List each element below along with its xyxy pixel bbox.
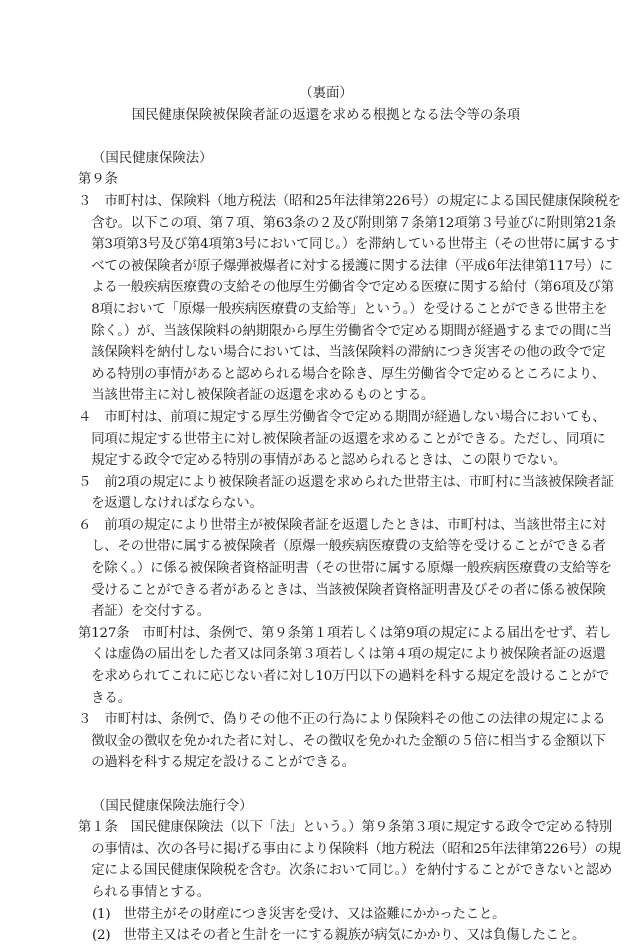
paragraph-line: ３ 市町村は、保険料（地方税法（昭和25年法律第226号）の規定による国民健康保険税を [78, 193, 621, 209]
paragraph-line: られる事情とする。 [78, 884, 210, 900]
article-9-heading [78, 169, 574, 191]
section-enforcement-order [78, 796, 621, 947]
order-article-1 [78, 817, 621, 903]
paragraph-line: 第９条 [78, 172, 118, 188]
article-127 [78, 623, 612, 709]
paragraph-line: 8項において「原爆一般疾病医療費の支給等」という。）を受けることができる世帯主を [78, 301, 608, 317]
paragraph-line: 受けることができる者があるときは、当該被保険者資格証明書及びその者に係る被保険 [78, 582, 606, 598]
article-9-paragraph-5 [78, 472, 614, 515]
paragraph-line: 第１条 国民健康保険法（以下「法」という。）第９条第３項に規定する政令で定める特別 [78, 820, 613, 836]
paragraph-line: ３ 市町村は、条例で、偽りその他不正の行為により保険料その他この法律の規定による [78, 712, 606, 728]
paragraph-line: める特別の事情があると認められる場合を除き、厚生労働省令で定めるところにより、 [78, 366, 606, 382]
paragraph-line: ６ 前項の規定により世帯主が被保険者証を返還したときは、市町村は、当該世帯主に対 [78, 517, 606, 533]
paragraph-line: よる一般疾病医療費の支給その他厚生労働省令で定める医療に関する給付（第6項及び第 [78, 280, 614, 296]
paragraph-line: べての被保険者が原子爆弾被爆者に対する援護に関する法律（平成6年法律第117号）に [78, 258, 613, 274]
paragraph-line: 第127条 市町村は、条例で、第９条第１項若しくは第9項の規定による届出をせず、若し [78, 625, 612, 641]
paragraph-line: 当該世帯主に対し被保険者証の返還を求めるものとする。 [78, 388, 435, 404]
document-title: 国民健康保険被保険者証の返還を求める根拠となる法令等の条項 [131, 107, 521, 123]
paragraph-line: ４ 市町村は、前項に規定する厚生労働省令で定める期間が経過しない場合においても、 [78, 409, 606, 425]
paragraph-line: 徴収金の徴収を免かれた者に対し、その徴収を免かれた金額の５倍に相当する金額以下 [78, 733, 606, 749]
article-9-paragraph-4 [78, 407, 606, 472]
paragraph-line: 第3項第3号及び第4項第3号において同じ。）を滞納している世帯主（その世帯に属するす [78, 237, 620, 253]
paragraph-line: くは虚偽の届出をした者又は同条第３項若しくは第４項の規定により被保険者証の返還 [78, 647, 606, 663]
article-127-paragraph-3 [78, 709, 606, 774]
list-item: (2) 世帯主又はその者と生計を一にする親族が病気にかかり、又は負傷したこと。 [92, 928, 586, 944]
paragraph-line: を除く。）に係る被保険者資格証明書（その世帯に属する原爆一般疾病医療費の支給等を [78, 561, 612, 577]
paragraph-line: きる。 [78, 690, 131, 706]
paragraph-line: 含む。以下この項、第７項、第63条の２及び附則第７条第12項第３号並びに附則第21条 [78, 215, 616, 231]
article-9-paragraph-3 [78, 191, 621, 407]
list-item: (1) 世帯主がその財産につき災害を受け、又は盗難にかかったこと。 [92, 906, 506, 922]
paragraph-line: の事情は、次の各号に掲げる事由により保険料（地方税法（昭和25年法律第226号）の規 [78, 841, 621, 857]
paragraph-line: 者証）を交付する。 [78, 604, 210, 620]
paragraph-line: 除く。）が、当該保険料の納期限から厚生労働省令で定める期間が経過するまでの間に当 [78, 323, 612, 339]
paragraph-line: ５ 前2項の規定により被保険者証の返還を求められた世帯主は、市町村に当該被保険者証 [78, 474, 614, 490]
section-national-health-insurance-act [78, 148, 621, 774]
section-heading: （国民健康保険法） [92, 150, 213, 166]
paragraph-line: 定による国民健康保険税を含む。次条において同じ。）を納付することができないと認め [78, 863, 613, 879]
paragraph-line: を求められてこれに応じない者に対し10万円以下の過料を科する規定を設けることがで [78, 669, 610, 685]
order-article-1-items [92, 904, 586, 947]
paragraph-line: の過料を科する規定を設けることができる。 [78, 755, 356, 771]
paragraph-line: し、その世帯に属する被保険者（原爆一般疾病医療費の支給等を受けることができる者 [78, 539, 606, 555]
section-heading: （国民健康保険法施行令） [92, 798, 253, 814]
article-9-paragraph-6 [78, 515, 612, 623]
paragraph-line: 同項に規定する世帯主に対し被保険者証の返還を求めることができる。ただし、同項に [78, 431, 606, 447]
paragraph-line: を返還しなければならない。 [78, 496, 263, 512]
paragraph-line: 該保険料を納付しない場合においては、当該保険料の滞納につき災害その他の政令で定 [78, 345, 606, 361]
paragraph-line: 規定する政令で定める特別の事情があると認められるときは、この限りでない。 [78, 453, 567, 469]
reverse-side-label: （裏面） [299, 86, 353, 101]
